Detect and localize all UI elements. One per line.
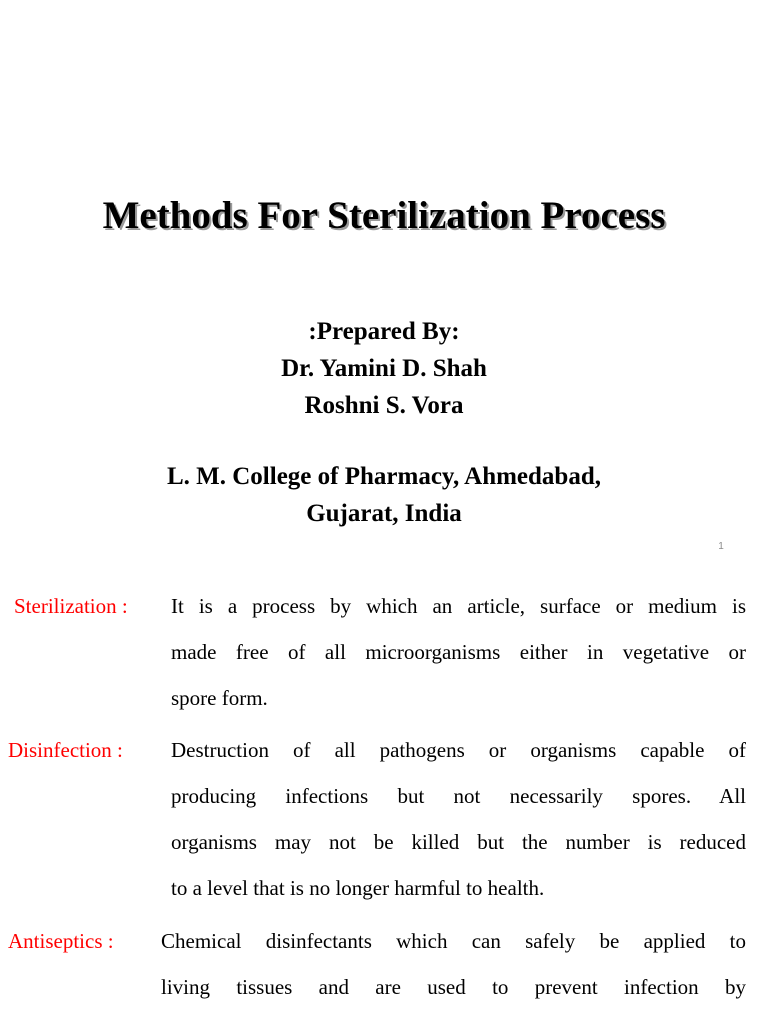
- definition-line: living tissues and are used to prevent infection by: [161, 975, 746, 999]
- slide-number: 1: [718, 541, 724, 552]
- definition-line: organisms may not be killed but the number is reduced: [171, 830, 746, 854]
- term-disinfection: Disinfection :: [8, 738, 123, 762]
- definition-line: Chemical disinfectants which can safely be applied to: [161, 929, 746, 953]
- definition-line: made free of all microorganisms either in vegetative or: [171, 640, 746, 664]
- definition-sterilization: [171, 583, 746, 721]
- slide-title: Methods For Sterilization Process: [102, 194, 666, 237]
- definition-line: It is a process by which an article, surface or medium is: [171, 594, 746, 618]
- definition-disinfection: [171, 727, 746, 911]
- definition-line: spore form.: [171, 686, 268, 710]
- definition-line: producing infections but not necessarily spores. All: [171, 784, 746, 808]
- definition-line: to a level that is no longer harmful to health.: [171, 876, 545, 900]
- term-antiseptics: Antiseptics :: [8, 929, 114, 953]
- definitions-page: [0, 576, 768, 1024]
- college-location: Gujarat, India: [306, 500, 462, 527]
- author-name-1: Dr. Yamini D. Shah: [281, 355, 487, 382]
- author-name-2: Roshni S. Vora: [304, 392, 464, 419]
- definition-antiseptics: [161, 918, 746, 1010]
- prepared-by-label: :Prepared By:: [308, 318, 460, 345]
- college-name: L. M. College of Pharmacy, Ahmedabad,: [166, 463, 601, 490]
- term-sterilization: Sterilization :: [14, 594, 128, 618]
- definition-line: Destruction of all pathogens or organisms capable of: [171, 738, 746, 762]
